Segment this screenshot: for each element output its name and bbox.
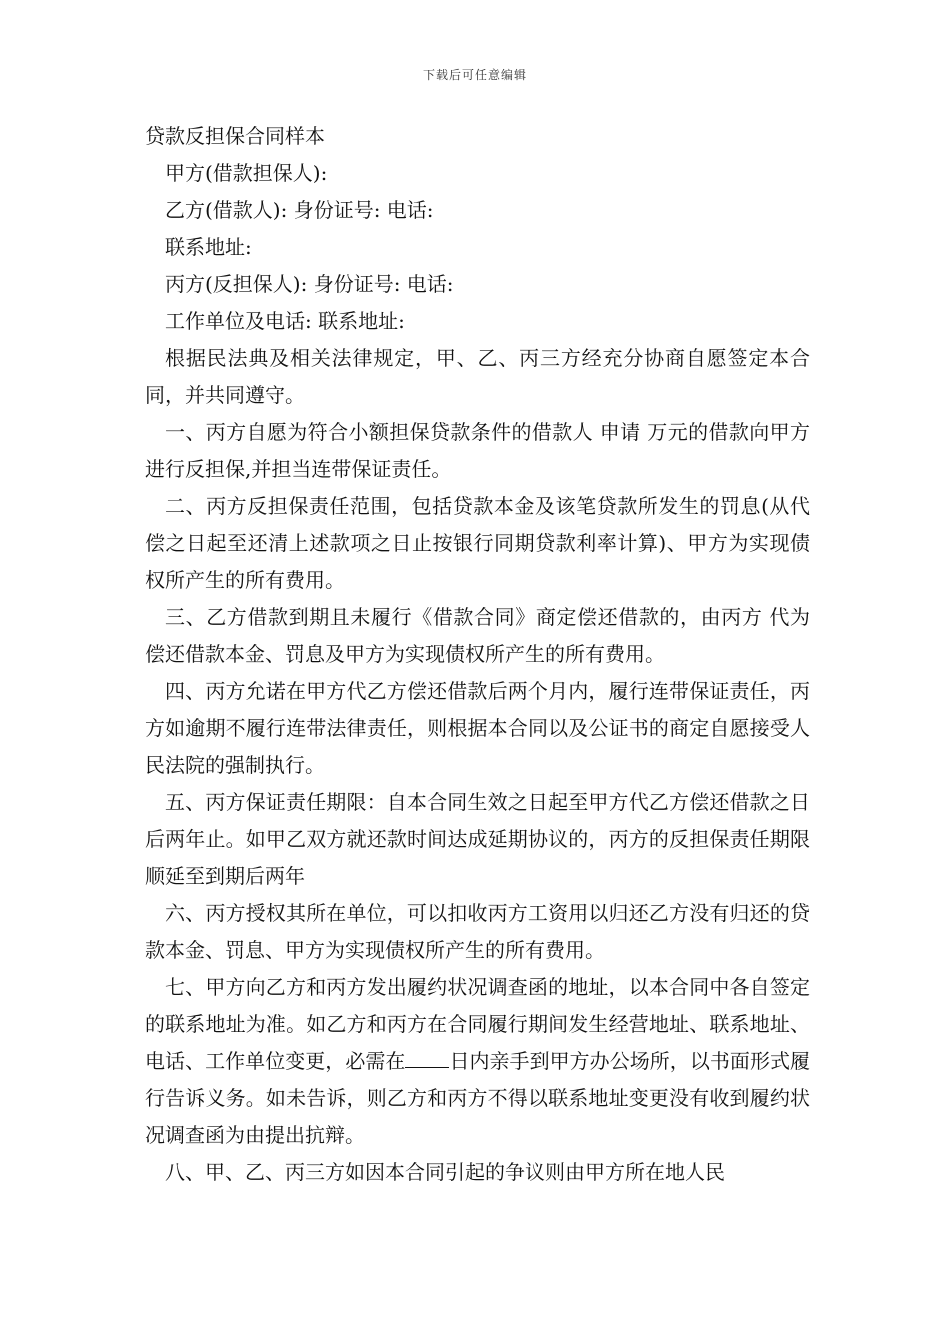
clause-6: 六、丙方授权其所在单位，可以扣收丙方工资用以归还乙方没有归还的贷款本金、罚息、甲方为实现债权所产生的所有费用。 <box>145 901 810 962</box>
party-b-line: 乙方(借款人): 身份证号: 电话: <box>165 198 434 222</box>
clause-8: 八、甲、乙、丙三方如因本合同引起的争议则由甲方所在地人民 <box>165 1160 725 1184</box>
document-title: 贷款反担保合同样本 <box>145 124 325 148</box>
party-c-line: 丙方(反担保人): 身份证号: 电话: <box>165 272 454 296</box>
party-b-address-line: 联系地址: <box>165 235 252 259</box>
clause-1: 一、丙方自愿为符合小额担保贷款条件的借款人 申请 万元的借款向甲方进行反担保,并担当连带保证责任。 <box>145 420 810 481</box>
clause-7-text-after: 日内亲手到甲方办公场所，以书面形式履行告诉义务。如未告诉，则乙方和丙方不得以联系地址变更没有收到履约状况调查函为由提出抗辩。 <box>145 1049 811 1147</box>
document-body <box>145 118 810 1191</box>
party-a-line: 甲方(借款担保人): <box>165 161 328 185</box>
clause-7 <box>145 969 810 1154</box>
clause-4: 四、丙方允诺在甲方代乙方偿还借款后两个月内，履行连带保证责任，丙方如逾期不履行连带法律责任，则根据本合同以及公证书的商定自愿接受人民法院的强制执行。 <box>145 679 810 777</box>
clause-2: 二、丙方反担保责任范围，包括贷款本金及该笔贷款所发生的罚息(从代偿之日起至还清上述款项之日止按银行同期贷款利率计算)、甲方为实现债权所产生的所有费用。 <box>145 494 810 592</box>
party-c-work-line: 工作单位及电话: 联系地址: <box>165 309 405 333</box>
header-note: 下载后可任意编辑 <box>422 68 527 82</box>
clause-7-text-before: 七、甲方向乙方和丙方发出履约状况调查函的地址，以本合同中各自签定的联系地址为准。如乙方和丙方在合同履行期间发生经营地址、联系地址、电话、工作单位变更，必需在 <box>145 975 810 1073</box>
fill-in-blank <box>405 1049 449 1068</box>
clause-3: 三、乙方借款到期且未履行《借款合同》商定偿还借款的，由丙方 代为偿还借款本金、罚息及甲方为实现债权所产生的所有费用。 <box>145 605 810 666</box>
intro-paragraph: 根据民法典及相关法律规定，甲、乙、丙三方经充分协商自愿签定本合同，并共同遵守。 <box>145 346 810 407</box>
clause-5: 五、丙方保证责任期限：自本合同生效之日起至甲方代乙方偿还借款之日后两年止。如甲乙双方就还款时间达成延期协议的，丙方的反担保责任期限顺延至到期后两年 <box>145 790 810 888</box>
